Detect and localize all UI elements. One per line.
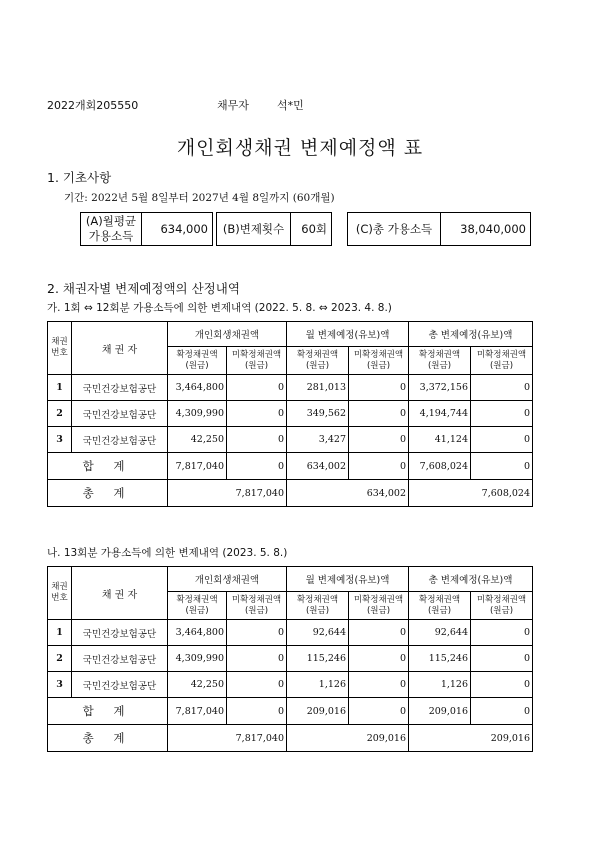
avg-income-label-line2: 가용소득 bbox=[88, 229, 134, 243]
debtor-name: 석*민 bbox=[277, 99, 304, 112]
subtotal-row bbox=[48, 453, 533, 480]
table-b-caption: 나. 13회분 가용소득에 의한 변제내역 (2023. 5. 8.) bbox=[47, 547, 288, 559]
header-unconfirmed: 미확정채권액 (원금) bbox=[471, 592, 533, 620]
table-b bbox=[47, 566, 533, 752]
table-a bbox=[47, 321, 533, 507]
subtotal-total-confirmed: 209,016 bbox=[409, 698, 471, 725]
header-unconfirmed: 미확정채권액 (원금) bbox=[349, 347, 409, 375]
row-monthly-unconfirmed: 0 bbox=[349, 672, 409, 698]
subtotal-claim-confirmed: 7,817,040 bbox=[168, 453, 227, 480]
header-confirmed: 확정채권액 (원금) bbox=[409, 347, 471, 375]
subtotal-claim-unconfirmed: 0 bbox=[227, 698, 287, 725]
row-total-unconfirmed: 0 bbox=[471, 672, 533, 698]
subtotal-total-confirmed: 7,608,024 bbox=[409, 453, 471, 480]
row-creditor: 국민건강보험공단 bbox=[72, 620, 168, 646]
grand-total-row bbox=[48, 480, 533, 507]
total-income-box bbox=[347, 212, 531, 246]
total-income-value: 38,040,000 bbox=[460, 222, 526, 236]
case-number: 2022개회205550 bbox=[47, 99, 139, 112]
header-creditor-no: 채권 번호 bbox=[48, 567, 72, 620]
grand-total-claim: 7,817,040 bbox=[168, 725, 287, 752]
header-claim-amount: 개인회생채권액 bbox=[168, 567, 287, 592]
subtotal-claim-confirmed: 7,817,040 bbox=[168, 698, 227, 725]
header-claim-amount: 개인회생채권액 bbox=[168, 322, 287, 347]
section1-heading: 1. 기초사항 bbox=[47, 170, 112, 185]
row-creditor: 국민건강보험공단 bbox=[72, 401, 168, 427]
header-confirmed: 확정채권액 (원금) bbox=[287, 347, 349, 375]
row-claim-confirmed: 4,309,990 bbox=[168, 646, 227, 672]
row-claim-unconfirmed: 0 bbox=[227, 375, 287, 401]
total-income-label: (C)총 가용소득 bbox=[348, 213, 441, 245]
row-monthly-unconfirmed: 0 bbox=[349, 646, 409, 672]
header-confirmed: 확정채권액 (원금) bbox=[168, 592, 227, 620]
table-a-caption: 가. 1회 ⇔ 12회분 가용소득에 의한 변제내역 (2022. 5. 8. ⇔ 2023. 4. 8.) bbox=[47, 302, 392, 314]
header-total-repay: 총 변제예정(유보)액 bbox=[409, 322, 533, 347]
subtotal-total-unconfirmed: 0 bbox=[471, 453, 533, 480]
row-total-confirmed: 115,246 bbox=[409, 646, 471, 672]
header-creditor-no: 채권 번호 bbox=[48, 322, 72, 375]
row-claim-unconfirmed: 0 bbox=[227, 672, 287, 698]
subtotal-total-unconfirmed: 0 bbox=[471, 698, 533, 725]
grand-total-total: 209,016 bbox=[409, 725, 533, 752]
header-unconfirmed: 미확정채권액 (원금) bbox=[227, 347, 287, 375]
header-unconfirmed: 미확정채권액 (원금) bbox=[471, 347, 533, 375]
row-monthly-confirmed: 1,126 bbox=[287, 672, 349, 698]
header-confirmed: 확정채권액 (원금) bbox=[168, 347, 227, 375]
grand-total-claim: 7,817,040 bbox=[168, 480, 287, 507]
row-total-unconfirmed: 0 bbox=[471, 620, 533, 646]
grand-total-row bbox=[48, 725, 533, 752]
row-no: 3 bbox=[48, 427, 72, 453]
grand-total-monthly: 209,016 bbox=[287, 725, 409, 752]
header-creditor: 채 권 자 bbox=[72, 567, 168, 620]
row-no: 3 bbox=[48, 672, 72, 698]
row-monthly-unconfirmed: 0 bbox=[349, 401, 409, 427]
row-claim-confirmed: 3,464,800 bbox=[168, 620, 227, 646]
header-creditor: 채 권 자 bbox=[72, 322, 168, 375]
subtotal-claim-unconfirmed: 0 bbox=[227, 453, 287, 480]
grand-total-label: 총 계 bbox=[48, 480, 168, 507]
header-monthly-repay: 월 변제예정(유보)액 bbox=[287, 322, 409, 347]
row-claim-unconfirmed: 0 bbox=[227, 401, 287, 427]
header-monthly-repay: 월 변제예정(유보)액 bbox=[287, 567, 409, 592]
table-row bbox=[48, 375, 533, 401]
row-creditor: 국민건강보험공단 bbox=[72, 427, 168, 453]
row-total-unconfirmed: 0 bbox=[471, 646, 533, 672]
row-no: 2 bbox=[48, 401, 72, 427]
row-total-unconfirmed: 0 bbox=[471, 401, 533, 427]
period-text: 기간: 2022년 5월 8일부터 2027년 4월 8일까지 (60개월) bbox=[64, 192, 335, 204]
row-monthly-confirmed: 3,427 bbox=[287, 427, 349, 453]
subtotal-row bbox=[48, 698, 533, 725]
row-total-confirmed: 41,124 bbox=[409, 427, 471, 453]
row-total-confirmed: 1,126 bbox=[409, 672, 471, 698]
row-monthly-confirmed: 92,644 bbox=[287, 620, 349, 646]
subtotal-label: 합 계 bbox=[48, 453, 168, 480]
table-row bbox=[48, 672, 533, 698]
section2-heading: 2. 채권자별 변제예정액의 산정내역 bbox=[47, 281, 240, 296]
row-total-unconfirmed: 0 bbox=[471, 427, 533, 453]
table-row bbox=[48, 646, 533, 672]
row-claim-unconfirmed: 0 bbox=[227, 620, 287, 646]
grand-total-label: 총 계 bbox=[48, 725, 168, 752]
grand-total-total: 7,608,024 bbox=[409, 480, 533, 507]
row-claim-confirmed: 42,250 bbox=[168, 672, 227, 698]
table-row bbox=[48, 401, 533, 427]
repay-count-value: 60회 bbox=[301, 222, 327, 236]
row-creditor: 국민건강보험공단 bbox=[72, 375, 168, 401]
header-unconfirmed: 미확정채권액 (원금) bbox=[349, 592, 409, 620]
header-total-repay: 총 변제예정(유보)액 bbox=[409, 567, 533, 592]
table-row bbox=[48, 620, 533, 646]
row-total-confirmed: 92,644 bbox=[409, 620, 471, 646]
header-confirmed: 확정채권액 (원금) bbox=[409, 592, 471, 620]
table-row bbox=[48, 427, 533, 453]
row-claim-confirmed: 3,464,800 bbox=[168, 375, 227, 401]
debtor-label: 채무자 bbox=[217, 99, 249, 112]
subtotal-monthly-confirmed: 209,016 bbox=[287, 698, 349, 725]
subtotal-label: 합 계 bbox=[48, 698, 168, 725]
row-claim-unconfirmed: 0 bbox=[227, 427, 287, 453]
repay-count-label: (B)변제횟수 bbox=[217, 213, 291, 245]
repay-count-box bbox=[216, 212, 332, 246]
row-monthly-confirmed: 115,246 bbox=[287, 646, 349, 672]
subtotal-monthly-unconfirmed: 0 bbox=[349, 453, 409, 480]
row-creditor: 국민건강보험공단 bbox=[72, 672, 168, 698]
avg-income-box bbox=[80, 212, 213, 246]
grand-total-monthly: 634,002 bbox=[287, 480, 409, 507]
row-total-unconfirmed: 0 bbox=[471, 375, 533, 401]
avg-income-label bbox=[81, 213, 142, 245]
row-no: 1 bbox=[48, 375, 72, 401]
header-confirmed: 확정채권액 (원금) bbox=[287, 592, 349, 620]
row-monthly-unconfirmed: 0 bbox=[349, 427, 409, 453]
subtotal-monthly-unconfirmed: 0 bbox=[349, 698, 409, 725]
row-creditor: 국민건강보험공단 bbox=[72, 646, 168, 672]
avg-income-value: 634,000 bbox=[160, 222, 208, 236]
row-total-confirmed: 4,194,744 bbox=[409, 401, 471, 427]
row-claim-unconfirmed: 0 bbox=[227, 646, 287, 672]
row-total-confirmed: 3,372,156 bbox=[409, 375, 471, 401]
row-monthly-unconfirmed: 0 bbox=[349, 375, 409, 401]
row-monthly-unconfirmed: 0 bbox=[349, 620, 409, 646]
row-no: 2 bbox=[48, 646, 72, 672]
row-no: 1 bbox=[48, 620, 72, 646]
row-claim-confirmed: 42,250 bbox=[168, 427, 227, 453]
page-title: 개인회생채권 변제예정액 표 bbox=[176, 137, 424, 159]
row-monthly-confirmed: 281,013 bbox=[287, 375, 349, 401]
subtotal-monthly-confirmed: 634,002 bbox=[287, 453, 349, 480]
row-claim-confirmed: 4,309,990 bbox=[168, 401, 227, 427]
row-monthly-confirmed: 349,562 bbox=[287, 401, 349, 427]
avg-income-label-line1: (A)월평균 bbox=[85, 214, 137, 228]
header-unconfirmed: 미확정채권액 (원금) bbox=[227, 592, 287, 620]
